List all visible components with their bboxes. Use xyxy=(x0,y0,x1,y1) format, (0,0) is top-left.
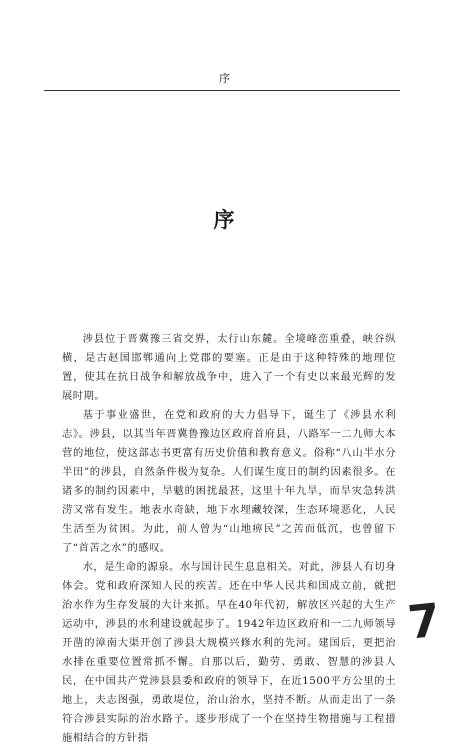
chapter-title: 序 xyxy=(213,207,237,232)
running-header-title: 序 xyxy=(219,72,231,85)
paragraph-3: 水，是生命的源泉。水与国计民生息息相关。对此，涉县人有切身体会。党和政府深知人民的疾苦。还在中华人民共和国成立前，就把治水作为生存发展的大计来抓。早在40年代初，解放区兴起的大生产运动中，涉县的水利建设就起步了。1942年边区政府和一二九师领导开凿的漳南大渠开创了涉县大规模兴修水利的先河。建国后，更把治水排在重要位置常抓不懈。自那以后，勤劳、勇敢、智慧的涉县人民，在中国共产党涉县县委和政府的领导下，在近1500平方公里的土地上，夫志图强，勇敢堤位，治山治水，坚持不断。从而走出了一条符合涉县实际的治水路子。逐步形成了一个在坚持生物措施与工程措施相结合的方针指 xyxy=(62,561,396,744)
paragraph-1: 涉县位于晋冀豫三省交界，太行山东麓。全境峰峦重叠，峡谷纵横，是古赵国邯郸通向上党郡的要塞。正是由于这种特殊的地理位置，使其在抗日战争和解放战争中，进入了一个有史以来最光辉的发展时期。 xyxy=(62,333,396,402)
body-text xyxy=(62,330,396,748)
handwritten-page-mark: 7 xyxy=(405,592,443,650)
paragraph-2: 基于事业盛世，在党和政府的大力倡导下，诞生了《涉县水利志》。涉县，以其当年晋冀鲁豫边区政府首府县，八路军一二九师大本营的地位，使这部志书更富有历史价值和教育意义。俗称“八山半水分半田”的涉县，自然条件极为复杂。人们谋生度日的制约因素很多。在诸多的制约因素中，旱魃的困扰最甚，这里十年九旱，而旱灾急转洪涝又常有发生。地表水奇缺，地下水埋藏较深，生态环境恶化，人民生活至为贫困。为此，前人曾为“山地痹民”之苦而低沉，也曾留下了“首苦之水”的感叹。 xyxy=(62,409,396,554)
header-rule xyxy=(44,90,400,91)
